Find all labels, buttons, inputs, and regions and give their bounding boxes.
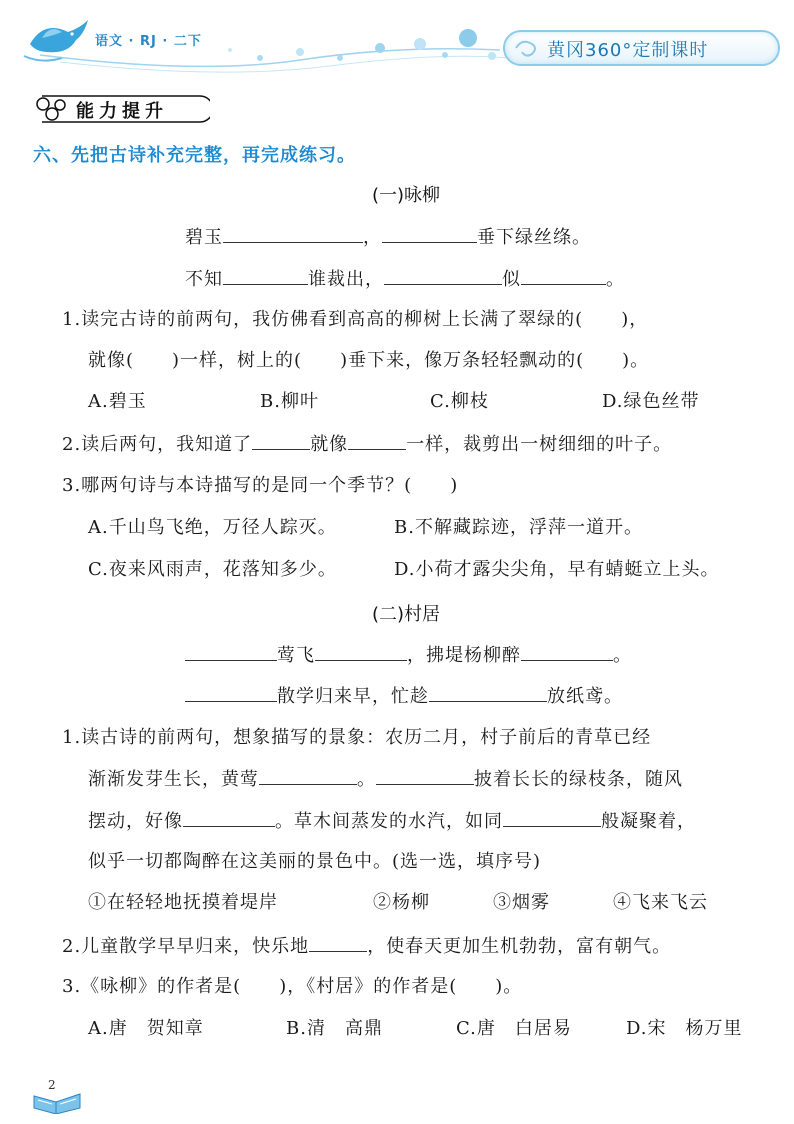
section-title: 能力提升 (76, 101, 168, 122)
poem2-q1-options (88, 891, 708, 915)
swirl-icon (512, 36, 542, 60)
option[interactable]: ①在轻轻地抚摸着堤岸 (88, 892, 278, 913)
blank[interactable] (376, 767, 474, 785)
option[interactable]: B.柳叶 (260, 391, 319, 412)
poem2-q1-line3 (88, 809, 696, 834)
blank[interactable] (521, 643, 613, 661)
blank[interactable] (185, 643, 277, 661)
poem1-q1-options (88, 390, 700, 414)
header-subject: 语文 · RJ · 二下 (95, 34, 202, 49)
poem1-q3: 3.哪两句诗与本诗描写的是同一个季节？( ) (62, 475, 459, 496)
text: 2.儿童散学早早归来，快乐地 (62, 936, 310, 957)
poem2-q2 (62, 934, 671, 959)
option[interactable]: D.小荷才露尖尖角，早有蜻蜓立上头。 (394, 559, 720, 580)
text: 不知 (185, 269, 223, 290)
text: 垂下绿丝绦。 (477, 227, 591, 248)
blank[interactable] (223, 267, 308, 285)
blank[interactable] (382, 225, 477, 243)
poem1-line2 (185, 267, 625, 292)
poem2-q3-options (88, 1017, 743, 1041)
text: 2.读后两句，我知道了 (62, 434, 253, 455)
option[interactable]: A.唐 贺知章 (88, 1018, 204, 1039)
blank[interactable] (183, 809, 275, 827)
option[interactable]: A.千山鸟飞绝，万径人踪灭。 (88, 517, 337, 538)
text: ，拂堤杨柳醉 (407, 645, 521, 666)
text: 散学归来早，忙趁 (277, 686, 429, 707)
option[interactable]: D.绿色丝带 (602, 391, 700, 412)
poem2-q1-line4: 似乎一切都陶醉在这美丽的景色中。(选一选，填序号) (88, 851, 542, 872)
option[interactable]: C.夜来风雨声，花落知多少。 (88, 559, 337, 580)
text: 碧玉 (185, 227, 223, 248)
poem1-q3-options-row1 (88, 516, 643, 540)
blank[interactable] (348, 432, 406, 450)
option[interactable]: ②杨柳 (373, 892, 430, 913)
text: 谁裁出， (308, 269, 384, 290)
blank[interactable] (503, 809, 601, 827)
option[interactable]: ④飞来飞云 (613, 892, 708, 913)
page-number: 2 (48, 1078, 56, 1092)
poem2-q3: 3.《咏柳》的作者是( )，《村居》的作者是( )。 (62, 976, 523, 997)
poem1-q1-line2: 就像( )一样，树上的( )垂下来，像万条轻轻飘动的( )。 (88, 350, 650, 371)
text: ， (363, 227, 382, 248)
option[interactable]: ③烟雾 (493, 892, 550, 913)
text: 摆动，好像 (88, 811, 183, 832)
option[interactable]: A.碧玉 (88, 391, 147, 412)
text: 般凝聚着， (601, 811, 696, 832)
text: 一样，裁剪出一树细细的叶子。 (406, 434, 673, 455)
option[interactable]: C.唐 白居易 (456, 1018, 572, 1039)
blank[interactable] (429, 684, 547, 702)
option[interactable]: B.清 高鼎 (286, 1018, 383, 1039)
blank[interactable] (315, 643, 407, 661)
text: 。 (357, 769, 376, 790)
option[interactable]: B.不解藏踪迹，浮萍一道开。 (394, 517, 643, 538)
poem2-line1 (185, 643, 632, 668)
text: ，使春天更加生机勃勃，富有朝气。 (367, 936, 672, 957)
poem2-q1-line2 (88, 767, 683, 792)
text: 就像 (310, 434, 349, 455)
option[interactable]: C.柳枝 (430, 391, 489, 412)
poem2-q1-line1: 1.读古诗的前两句，想象描写的景象：农历二月，村子前后的青草已经 (62, 727, 652, 748)
text: 放纸鸢。 (547, 686, 623, 707)
book-icon (32, 1088, 82, 1114)
poem1-q2 (62, 432, 672, 457)
blank[interactable] (384, 267, 502, 285)
text: 似 (502, 269, 521, 290)
blank[interactable] (259, 767, 357, 785)
text: 。 (613, 645, 632, 666)
blank[interactable] (185, 684, 277, 702)
blank[interactable] (252, 432, 310, 450)
option[interactable]: D.宋 杨万里 (626, 1018, 743, 1039)
header-brand: 黄冈360°定制课时 (547, 40, 709, 61)
blank[interactable] (223, 225, 363, 243)
poem1-title: (一)咏柳 (372, 185, 441, 206)
poem2-line2 (185, 684, 623, 709)
text: 莺飞 (277, 645, 315, 666)
question-heading: 六、先把古诗补充完整，再完成练习。 (33, 145, 356, 166)
poem1-q3-options-row2 (88, 558, 720, 582)
text: 。 (606, 269, 625, 290)
poem1-q1-line1: 1.读完古诗的前两句，我仿佛看到高高的柳树上长满了翠绿的( )， (62, 309, 649, 330)
blank[interactable] (521, 267, 606, 285)
blank[interactable] (309, 934, 367, 952)
poem2-title: (二)村居 (372, 604, 441, 625)
text: 。草木间蒸发的水汽，如同 (275, 811, 503, 832)
bird-icon (22, 14, 94, 64)
text: 渐渐发芽生长，黄莺 (88, 769, 259, 790)
text: 披着长长的绿枝条，随风 (474, 769, 683, 790)
poem1-line1 (185, 225, 591, 250)
